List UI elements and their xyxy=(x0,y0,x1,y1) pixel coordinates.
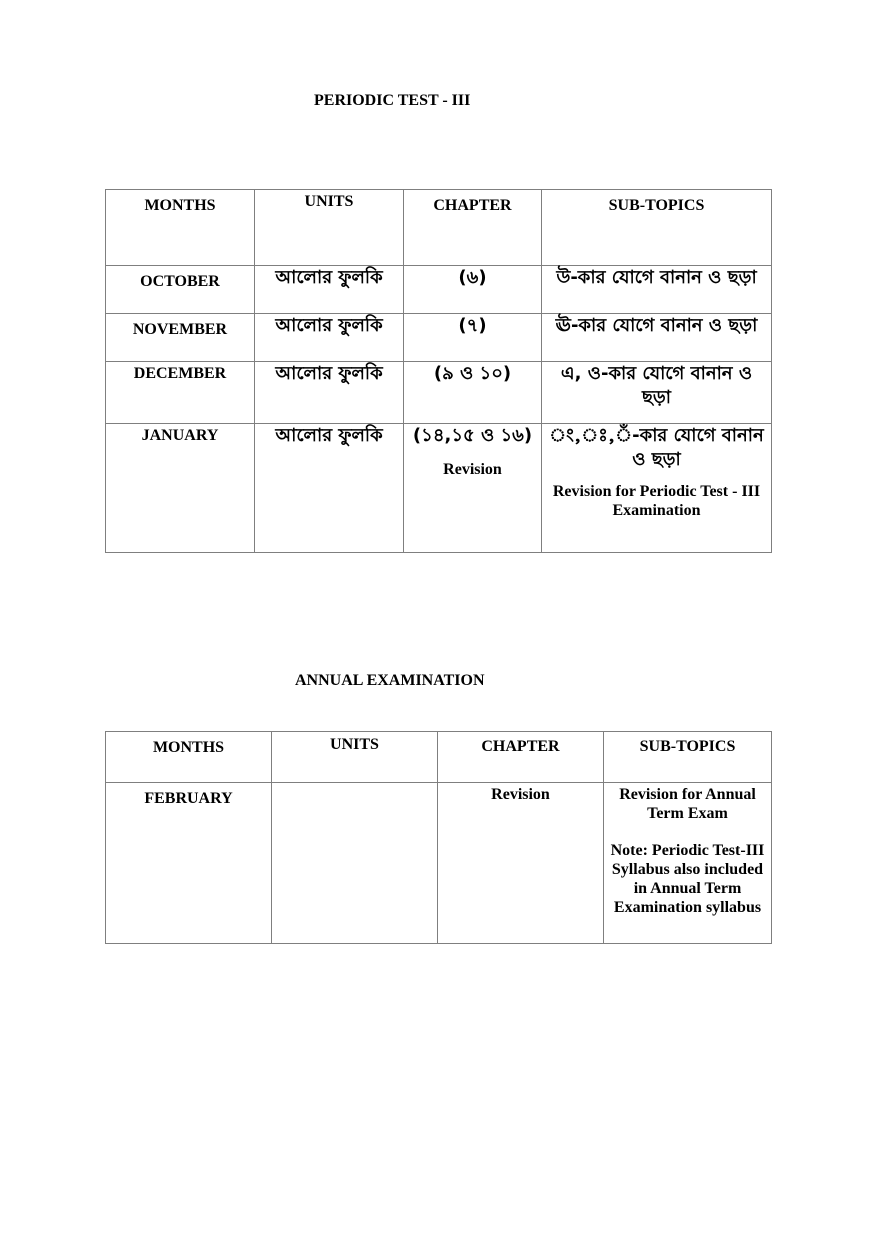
unit-cell xyxy=(272,783,438,944)
chapter-cell: (৭) xyxy=(404,314,542,362)
month-cell: DECEMBER xyxy=(106,362,255,424)
subtopic-cell: এ, ও-কার যোগে বানান ও ছড়া xyxy=(542,362,772,424)
subtopic-extra-text: Revision for Periodic Test - III Examination xyxy=(552,483,761,519)
chapter-cell: Revision xyxy=(438,783,604,944)
unit-cell: আলোর ফুলকি xyxy=(255,362,404,424)
table-row xyxy=(106,783,772,944)
header-months: MONTHS xyxy=(106,732,272,783)
periodic-test-table xyxy=(105,189,772,553)
subtopic-note-text: Note: Periodic Test-III Syllabus also included in Annual Term Examination syllabus xyxy=(610,842,765,916)
annual-exam-heading: ANNUAL EXAMINATION xyxy=(295,672,485,689)
subtopic-cell: উ-কার যোগে বানান ও ছড়া xyxy=(542,266,772,314)
header-chapter: CHAPTER xyxy=(438,732,604,783)
header-chapter: CHAPTER xyxy=(404,190,542,266)
chapter-cell: (৬) xyxy=(404,266,542,314)
header-subtopics: SUB-TOPICS xyxy=(604,732,772,783)
subtopic-cell xyxy=(604,783,772,944)
header-subtopics: SUB-TOPICS xyxy=(542,190,772,266)
chapter-extra-text: Revision xyxy=(443,461,502,478)
month-cell: FEBRUARY xyxy=(106,783,272,944)
header-units: UNITS xyxy=(272,732,438,783)
table-row xyxy=(106,314,772,362)
unit-cell: আলোর ফুলকি xyxy=(255,266,404,314)
month-cell: OCTOBER xyxy=(106,266,255,314)
header-units: UNITS xyxy=(255,190,404,266)
header-months: MONTHS xyxy=(106,190,255,266)
subtopic-cell: ঊ-কার যোগে বানান ও ছড়া xyxy=(542,314,772,362)
unit-cell: আলোর ফুলকি xyxy=(255,314,404,362)
periodic-test-heading: PERIODIC TEST - III xyxy=(314,92,471,109)
table-row xyxy=(106,424,772,553)
chapter-cell: (৯ ও ১০) xyxy=(404,362,542,424)
month-cell: JANUARY xyxy=(106,424,255,553)
subtopic-text: ং,ঃ,ঁ-কার যোগে বানান ও ছড়া xyxy=(549,425,764,470)
table-header-row xyxy=(106,732,772,783)
unit-cell: আলোর ফুলকি xyxy=(255,424,404,553)
chapter-text: (১৪,১৫ ও ১৬) xyxy=(412,425,533,446)
table-row xyxy=(106,362,772,424)
chapter-cell xyxy=(404,424,542,553)
subtopic-text: Revision for Annual Term Exam xyxy=(619,786,756,822)
table-row xyxy=(106,266,772,314)
month-cell: NOVEMBER xyxy=(106,314,255,362)
table-header-row xyxy=(106,190,772,266)
subtopic-cell xyxy=(542,424,772,553)
annual-exam-table xyxy=(105,731,772,944)
